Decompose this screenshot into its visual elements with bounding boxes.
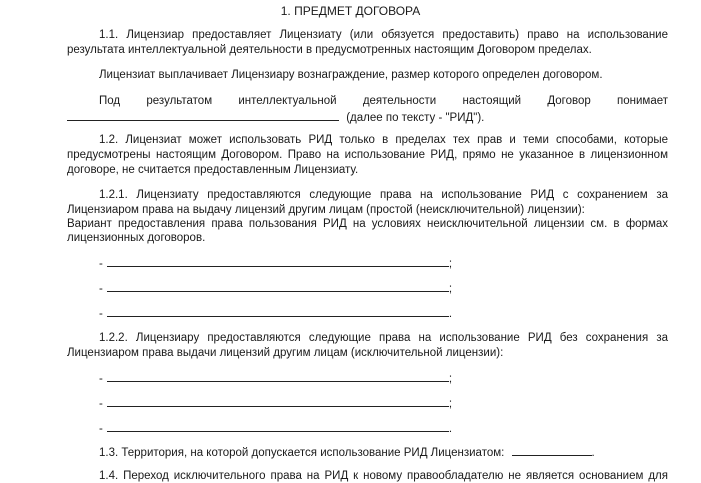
paragraph-rid-line-2 [67,109,668,125]
paragraph-1-2-line-2: предусмотрены настоящим Договором. Право на использование РИД, прямо не указанное в лицензионном [67,149,668,161]
section-title: 1. ПРЕДМЕТ ДОГОВОРА [280,4,421,18]
rid-blank-field[interactable] [67,109,339,121]
paragraph-1-2-1-line-4: лицензионных договоров. [67,232,206,244]
blank-field[interactable] [107,280,449,292]
blank-field[interactable] [107,420,449,432]
rid-definition-suffix: (далее по тексту - "РИД"). [346,112,485,124]
paragraph-1-3: 1.3. Территория, на которой допускается использование РИД Лицензиатом: . [99,444,700,460]
paragraph-1-2-line-3: договоре, не считается предоставленным Лицензиату. [67,164,359,176]
paragraph-rid-line-1: Под результатом интеллектуальной деятельности настоящий Договор понимает [99,95,668,107]
paragraph-1-2-2-line-2: Лицензиаром права выдачи лицензий другим лицам (исключительной лицензии): [67,347,504,359]
territory-blank-field[interactable] [512,444,592,456]
list-2-item-1: - ; [99,370,452,386]
list-1-item-3: - . [99,305,452,321]
paragraph-1-2-2-line-1: 1.2.2. Лицензиару предоставляются следующие права на использование РИД без сохранения за [99,332,668,344]
list-2-item-2: - ; [99,395,452,411]
list-1-item-2: - ; [99,280,452,296]
paragraph-1-1-line-1: 1.1. Лицензиар предоставляет Лицензиату (или обязуется предоставить) право на использование [99,29,668,41]
paragraph-payment: Лицензиат выплачивает Лицензиару вознаграждение, размер которого определен договором. [99,69,603,81]
paragraph-1-2-1-line-1: 1.2.1. Лицензиату предоставляются следующие права на использование РИД с сохранением за [99,189,668,201]
blank-field[interactable] [107,395,449,407]
paragraph-1-2-1-line-3: Вариант предоставления права пользования РИД на условиях неисключительной лицензии см. в формах [67,218,668,230]
paragraph-1-2-1-line-2: Лицензиаром права на выдачу лицензий другим лицам (простой (неисключительной) лицензии): [67,204,585,216]
blank-field[interactable] [107,370,449,382]
list-2-item-3: - . [99,420,452,436]
blank-field[interactable] [107,305,449,317]
paragraph-1-4-line-1: 1.4. Переход исключительного права на РИД к новому правообладателю не является основанием для [99,470,668,482]
paragraph-1-1-line-2: результата интеллектуальной деятельности в предусмотренных настоящим Договором пределах. [67,44,592,56]
paragraph-1-2-line-1: 1.2. Лицензиат может использовать РИД только в пределах тех прав и теми способами, которые [99,134,668,146]
list-1-item-1: - ; [99,255,452,271]
blank-field[interactable] [107,255,449,267]
